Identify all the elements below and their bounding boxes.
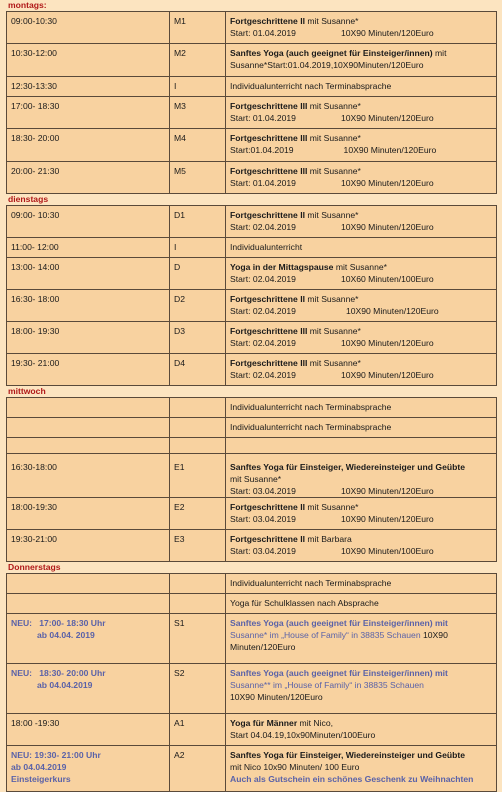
time-cell: NEU: 18:30- 20:00 Uhr ab 04.04.2019 [7, 664, 170, 714]
table-row [7, 574, 497, 594]
table-row [7, 206, 497, 238]
table-row [7, 322, 497, 354]
course-cell: Sanftes Yoga (auch geeignet für Einsteiger/innen) mit Susanne* im „House of Family“ in 38835 Schauen 10X90 Minuten/120Euro [226, 614, 497, 664]
table-row [7, 238, 497, 258]
table-row [7, 290, 497, 322]
time-cell: 16:30-18:00 [7, 454, 170, 498]
course-cell: Sanftes Yoga für Einsteiger, Wiedereinsteiger und Geübte mit Susanne* Start: 03.04.2019 10X90 Minuten/120Euro [226, 454, 497, 498]
course-cell: Individualunterricht nach Terminabsprache [226, 398, 497, 418]
time-cell: 09:00-10:30 [7, 12, 170, 44]
code-cell: M2 [170, 44, 226, 77]
course-cell: Fortgeschrittene II mit Susanne* Start: 02.04.2019 10X90 Minuten/120Euro [226, 290, 497, 322]
day-heading-tuesday: dienstags [0, 194, 502, 205]
schedule-table-monday [6, 11, 497, 194]
code-cell: E2 [170, 498, 226, 530]
time-cell: NEU: 19:30- 21:00 Uhr ab 04.04.2019 Einsteigerkurs [7, 746, 170, 792]
table-row [7, 97, 497, 129]
day-heading-thursday: Donnerstags [0, 562, 502, 573]
code-cell: I [170, 238, 226, 258]
table-row [7, 354, 497, 386]
course-cell: Yoga in der Mittagspause mit Susanne* Start: 02.04.2019 10X60 Minuten/100Euro [226, 258, 497, 290]
course-cell: Fortgeschrittene III mit Susanne* Start: 02.04.2019 10X90 Minuten/120Euro [226, 322, 497, 354]
time-cell: 19:30-21:00 [7, 530, 170, 562]
time-cell: 11:00- 12:00 [7, 238, 170, 258]
table-row [7, 614, 497, 664]
schedule-table-tuesday [6, 205, 497, 386]
table-row [7, 258, 497, 290]
code-cell: A2 [170, 746, 226, 792]
table-row [7, 498, 497, 530]
course-cell: Sanftes Yoga für Einsteiger, Wiedereinsteiger und Geübte mit Nico 10x90 Minuten/ 100 Euro Auch als Gutschein ein schönes Geschenk zu Weihnachten [226, 746, 497, 792]
table-row [7, 594, 497, 614]
table-row [7, 454, 497, 498]
course-cell: Yoga für Schulklassen nach Absprache [226, 594, 497, 614]
code-cell: S2 [170, 664, 226, 714]
code-cell: A1 [170, 714, 226, 746]
course-cell: Fortgeschrittene III mit Susanne* Start: 02.04.2019 10X90 Minuten/120Euro [226, 354, 497, 386]
time-cell: 17:00- 18:30 [7, 97, 170, 129]
time-cell: 18:00- 19:30 [7, 322, 170, 354]
code-cell: E1 [170, 454, 226, 498]
table-row [7, 746, 497, 792]
table-row [7, 418, 497, 438]
table-row [7, 129, 497, 162]
time-cell: NEU: 17:00- 18:30 Uhr ab 04.04. 2019 [7, 614, 170, 664]
code-cell: M1 [170, 12, 226, 44]
course-cell: Individualunterricht nach Terminabsprache [226, 574, 497, 594]
table-row [7, 530, 497, 562]
course-cell: Fortgeschrittene III mit Susanne* Start:01.04.2019 10X90 Minuten/120Euro [226, 129, 497, 162]
code-cell: M4 [170, 129, 226, 162]
table-row [7, 714, 497, 746]
code-cell: D4 [170, 354, 226, 386]
course-cell: Individualunterricht nach Terminabsprache [226, 77, 497, 97]
course-cell: Individualunterricht [226, 238, 497, 258]
table-row [7, 12, 497, 44]
course-cell: Individualunterricht nach Terminabsprache [226, 418, 497, 438]
course-cell: Fortgeschrittene III mit Susanne* Start: 01.04.2019 10X90 Minuten/120Euro [226, 162, 497, 194]
table-row [7, 664, 497, 714]
table-row [7, 77, 497, 97]
time-cell: 18:00-19:30 [7, 498, 170, 530]
table-row [7, 44, 497, 77]
code-cell: D1 [170, 206, 226, 238]
time-cell: 16:30- 18:00 [7, 290, 170, 322]
schedule-table-thursday [6, 573, 497, 792]
time-cell: 13:00- 14:00 [7, 258, 170, 290]
code-cell: E3 [170, 530, 226, 562]
time-cell: 19:30- 21:00 [7, 354, 170, 386]
table-row [7, 438, 497, 454]
course-cell: Sanftes Yoga (auch geeignet für Einsteiger/innen) mit Susanne** im „House of Family“ in 38835 Schauen 10X90 Minuten/120Euro [226, 664, 497, 714]
time-cell: 18:00 -19:30 [7, 714, 170, 746]
time-cell: 20:00- 21:30 [7, 162, 170, 194]
code-cell: D [170, 258, 226, 290]
course-cell: Fortgeschrittene II mit Susanne* Start: 01.04.2019 10X90 Minuten/120Euro [226, 12, 497, 44]
course-cell: Sanftes Yoga (auch geeignet für Einsteiger/innen) mit Susanne*Start:01.04.2019,10X90Minuten/120Euro [226, 44, 497, 77]
table-row [7, 162, 497, 194]
day-heading-monday: montags: [0, 0, 502, 11]
course-cell: Fortgeschrittene II mit Susanne* Start: 02.04.2019 10X90 Minuten/120Euro [226, 206, 497, 238]
time-cell: 12:30-13:30 [7, 77, 170, 97]
schedule-table-wednesday [6, 397, 497, 562]
time-cell: 10:30-12:00 [7, 44, 170, 77]
code-cell: D3 [170, 322, 226, 354]
code-cell: S1 [170, 614, 226, 664]
code-cell: M3 [170, 97, 226, 129]
course-cell: Fortgeschrittene III mit Susanne* Start: 01.04.2019 10X90 Minuten/120Euro [226, 97, 497, 129]
time-cell: 18:30- 20:00 [7, 129, 170, 162]
time-cell: 09:00- 10:30 [7, 206, 170, 238]
course-cell: Fortgeschrittene II mit Susanne* Start: 03.04.2019 10X90 Minuten/120Euro [226, 498, 497, 530]
code-cell: I [170, 77, 226, 97]
table-row [7, 398, 497, 418]
code-cell: M5 [170, 162, 226, 194]
code-cell: D2 [170, 290, 226, 322]
course-cell: Yoga für Männer mit Nico, Start 04.04.19,10x90Minuten/100Euro [226, 714, 497, 746]
course-cell: Fortgeschrittene II mit Barbara Start: 03.04.2019 10X90 Minuten/100Euro [226, 530, 497, 562]
day-heading-wednesday: mittwoch [0, 386, 502, 397]
